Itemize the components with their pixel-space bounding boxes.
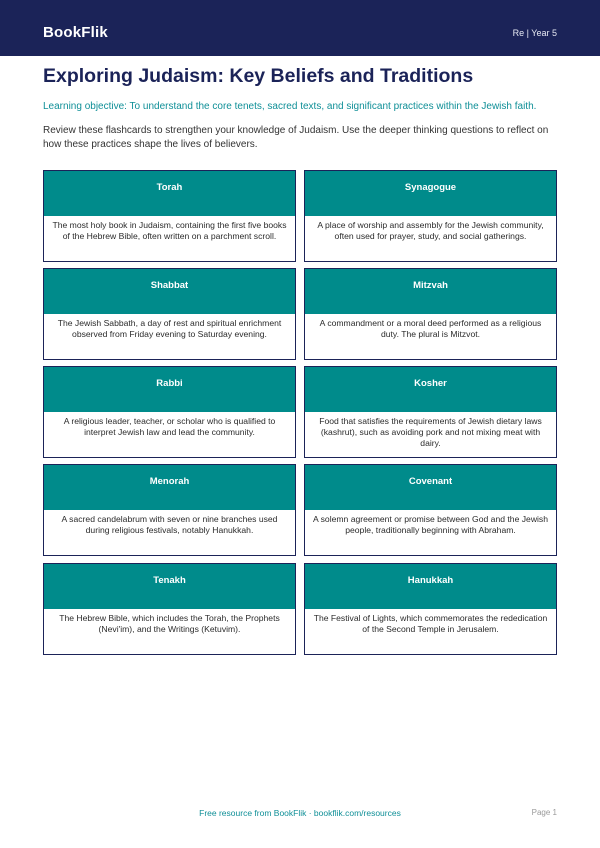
flashcard (304, 170, 557, 262)
flashcard-definition: A religious leader, teacher, or scholar who is qualified to interpret Jewish law and lead the community. (63, 416, 276, 437)
flashcard-definition: A solemn agreement or promise between God and the Jewish people, traditionally beginning with Abraham. (312, 514, 549, 535)
subject-year-label: Re | Year 5 (512, 28, 557, 38)
flashcard-definition: The most holy book in Judaism, containing the first five books of the Hebrew Bible, often written on a parchment scroll. (52, 220, 287, 241)
top-bar (0, 0, 600, 56)
flashcard (43, 268, 296, 360)
flashcard-term: Mitzvah (305, 269, 556, 314)
footer-link[interactable]: Free resource from BookFlik · bookflik.com/resources (199, 808, 401, 818)
page-number: Page 1 (531, 808, 557, 817)
flashcard-term: Hanukkah (305, 564, 556, 609)
flashcard-term: Synagogue (305, 171, 556, 216)
flashcard (304, 366, 557, 458)
page-title: Exploring Judaism: Key Beliefs and Traditions (43, 65, 474, 87)
flashcard-definition: Food that satisfies the requirements of Jewish dietary laws (kashrut), such as avoiding pork and not mixing meat with dairy. (319, 416, 542, 448)
flashcard (43, 464, 296, 556)
flashcard-term: Shabbat (44, 269, 295, 314)
flashcard-definition: A place of worship and assembly for the Jewish community, often used for prayer, study, and social gatherings. (317, 220, 544, 241)
flashcard-term: Torah (44, 171, 295, 216)
flashcard (304, 464, 557, 556)
flashcard-term: Covenant (305, 465, 556, 510)
flashcard (304, 268, 557, 360)
flashcard (43, 563, 296, 655)
flashcard (43, 170, 296, 262)
flashcard-definition: The Jewish Sabbath, a day of rest and spiritual enrichment observed from Friday evening to Saturday evening. (57, 318, 282, 339)
flashcard-term: Kosher (305, 367, 556, 412)
flashcard-definition: A commandment or a moral deed performed as a religious duty. The plural is Mitzvot. (319, 318, 542, 339)
flashcard-definition: The Festival of Lights, which commemorates the rededication of the Second Temple in Jerusalem. (313, 613, 548, 634)
flashcard-definition: The Hebrew Bible, which includes the Torah, the Prophets (Nevi'im), and the Writings (Ketuvim). (59, 613, 280, 634)
flashcard-term: Tenakh (44, 564, 295, 609)
flashcard-term: Rabbi (44, 367, 295, 412)
flashcard (43, 366, 296, 458)
brand-logo[interactable]: BookFlik (43, 24, 108, 41)
learning-objective: Learning objective: To understand the core tenets, sacred texts, and significant practices within the Jewish faith. (43, 101, 537, 112)
flashcard (304, 563, 557, 655)
flashcard-definition: A sacred candelabrum with seven or nine branches used during religious festivals, notably Hanukkah. (61, 514, 278, 535)
intro-text: Review these flashcards to strengthen your knowledge of Judaism. Use the deeper thinking questions to reflect on how these practices shape the lives of believers. (43, 125, 549, 150)
flashcard-term: Menorah (44, 465, 295, 510)
